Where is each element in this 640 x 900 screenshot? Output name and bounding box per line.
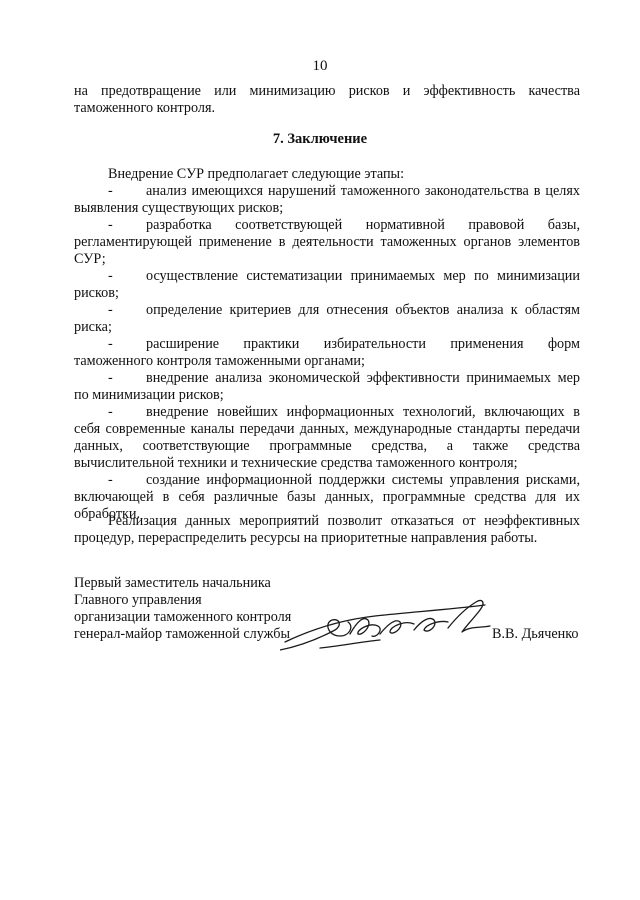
closing-line-1: Реализация данных мероприятий позволит отказаться от неэффективных xyxy=(108,513,580,529)
intro-line-1: на предотвращение или минимизацию рисков и эффективность качества xyxy=(74,83,580,99)
list-item-text: внедрение анализа экономической эффективности принимаемых мер xyxy=(146,370,580,386)
list-dash: - xyxy=(108,472,113,488)
signatory-title-line: Первый заместитель начальника xyxy=(74,575,271,591)
list-item-continuation: СУР; xyxy=(74,251,106,267)
intro-line-2: таможенного контроля. xyxy=(74,100,216,116)
list-dash: - xyxy=(108,268,113,284)
list-item-text: разработка соответствующей нормативной правовой базы, xyxy=(146,217,580,233)
signatory-name: В.В. Дьяченко xyxy=(492,626,579,642)
list-item-text: определение критериев для отнесения объектов анализа к областям xyxy=(146,302,580,318)
list-item-continuation: регламентирующей применение в деятельности таможенных органов элементов xyxy=(74,234,580,250)
list-item-text: осуществление систематизации принимаемых мер по минимизации xyxy=(146,268,580,284)
list-item-continuation: риска; xyxy=(74,319,112,335)
signatory-title-line: Главного управления xyxy=(74,592,202,608)
list-item-continuation: рисков; xyxy=(74,285,119,301)
list-item-continuation: таможенного контроля таможенными органами; xyxy=(74,353,365,369)
list-item-continuation: по минимизации рисков; xyxy=(74,387,224,403)
list-dash: - xyxy=(108,370,113,386)
list-dash: - xyxy=(108,336,113,352)
list-item-continuation: выявления существующих рисков; xyxy=(74,200,284,216)
list-dash: - xyxy=(108,302,113,318)
list-item-continuation: данных, соответствующие программные средства, а также средства xyxy=(74,438,580,454)
list-item-continuation: вычислительной техники и технические средства таможенного контроля; xyxy=(74,455,518,471)
closing-line-2: процедур, перераспределить ресурсы на приоритетные направления работы. xyxy=(74,530,538,546)
list-dash: - xyxy=(108,404,113,420)
lead-paragraph: Внедрение СУР предполагает следующие этапы: xyxy=(108,166,405,182)
handwritten-signature xyxy=(280,590,500,660)
page-number: 10 xyxy=(312,58,328,74)
list-item-text: анализ имеющихся нарушений таможенного законодательства в целях xyxy=(146,183,580,199)
list-item-continuation: включающей в себя различные базы данных, программные средства для их xyxy=(74,489,580,505)
list-item-text: внедрение новейших информационных технологий, включающих в xyxy=(146,404,580,420)
list-dash: - xyxy=(108,183,113,199)
list-item-text: расширение практики избирательности применения форм xyxy=(146,336,580,352)
list-item-continuation: обработки. xyxy=(74,506,141,522)
signatory-title-line: организации таможенного контроля xyxy=(74,609,292,625)
list-item-continuation: себя современные каналы передачи данных, международные стандарты передачи xyxy=(74,421,580,437)
list-dash: - xyxy=(108,217,113,233)
signatory-title-line: генерал-майор таможенной службы xyxy=(74,626,291,642)
list-item-text: создание информационной поддержки системы управления рисками, xyxy=(146,472,580,488)
section-heading: 7. Заключение xyxy=(272,131,368,147)
